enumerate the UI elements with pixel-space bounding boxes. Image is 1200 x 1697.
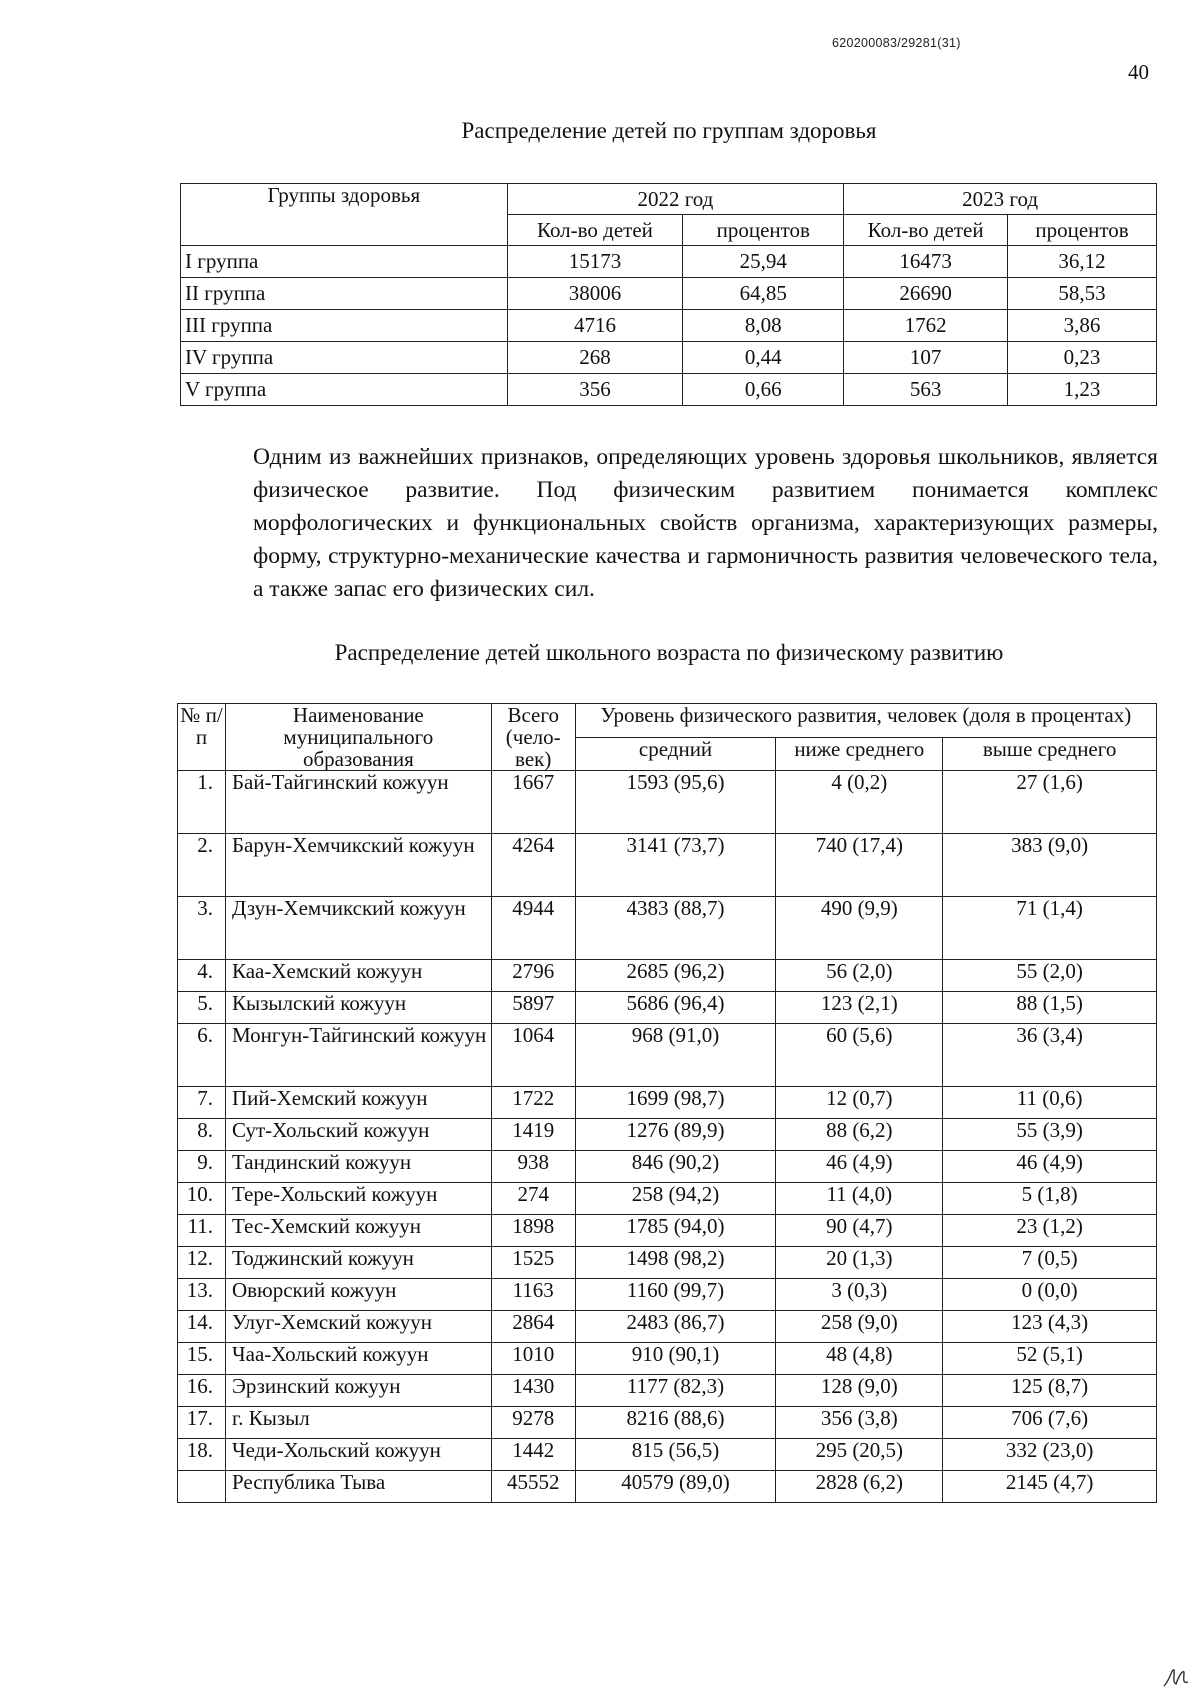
phys-table-title: Распределение детей школьного возраста по физическому развитию [334,640,1004,665]
total-cell: 274 [491,1183,575,1215]
row-number-cell: 6. [178,1024,226,1087]
percent-2022-cell: 8,08 [683,310,844,342]
row-number-cell: 14. [178,1311,226,1343]
average-cell: 258 (94,2) [575,1183,776,1215]
above-average-cell: 125 (8,7) [943,1375,1157,1407]
average-cell: 2685 (96,2) [575,960,776,992]
row-number-cell: 10. [178,1183,226,1215]
average-cell: 5686 (96,4) [575,992,776,1024]
above-average-cell: 5 (1,8) [943,1183,1157,1215]
count-2023-cell: 107 [844,342,1008,374]
average-cell: 846 (90,2) [575,1151,776,1183]
above-average-cell: 706 (7,6) [943,1407,1157,1439]
below-average-cell: 2828 (6,2) [776,1471,943,1503]
table-row [178,992,1157,1024]
physical-development-table [177,703,1157,1503]
above-average-cell: 0 (0,0) [943,1279,1157,1311]
total-cell: 1163 [491,1279,575,1311]
row-number-cell [178,1471,226,1503]
above-average-cell: 23 (1,2) [943,1215,1157,1247]
below-average-cell: 356 (3,8) [776,1407,943,1439]
header-percent-2022: процентов [683,215,844,246]
municipality-cell: Овюрский кожуун [225,1279,491,1311]
table-row [178,1375,1157,1407]
municipality-cell: Кызылский кожуун [225,992,491,1024]
municipality-cell: Тес-Хемский кожуун [225,1215,491,1247]
above-average-cell: 55 (2,0) [943,960,1157,992]
table-row [178,1024,1157,1087]
above-average-cell: 71 (1,4) [943,897,1157,960]
average-cell: 1276 (89,9) [575,1119,776,1151]
table-row [178,1471,1157,1503]
municipality-cell: Тере-Хольский кожуун [225,1183,491,1215]
table-row [178,771,1157,834]
table-row [178,1439,1157,1471]
header-municipality: Наименование муниципального образования [225,704,491,771]
row-number-cell: 2. [178,834,226,897]
average-cell: 1785 (94,0) [575,1215,776,1247]
total-cell: 1667 [491,771,575,834]
row-number-cell: 4. [178,960,226,992]
below-average-cell: 46 (4,9) [776,1151,943,1183]
average-cell: 3141 (73,7) [575,834,776,897]
header-health-groups: Группы здоровья [181,184,508,246]
below-average-cell: 60 (5,6) [776,1024,943,1087]
row-number-cell: 15. [178,1343,226,1375]
below-average-cell: 88 (6,2) [776,1119,943,1151]
municipality-cell: Пий-Хемский кожуун [225,1087,491,1119]
municipality-cell: Монгун-Тайгинский кожуун [225,1024,491,1087]
row-number-cell: 9. [178,1151,226,1183]
above-average-cell: 46 (4,9) [943,1151,1157,1183]
table-row [178,1343,1157,1375]
municipality-cell: Барун-Хемчикский кожуун [225,834,491,897]
municipality-cell: Эрзинский кожуун [225,1375,491,1407]
table-row [178,960,1157,992]
phys-table-body [178,771,1157,1503]
below-average-cell: 48 (4,8) [776,1343,943,1375]
table-row [178,1183,1157,1215]
average-cell: 1177 (82,3) [575,1375,776,1407]
above-average-cell: 36 (3,4) [943,1024,1157,1087]
total-cell: 1419 [491,1119,575,1151]
health-group-cell: III группа [181,310,508,342]
count-2022-cell: 38006 [507,278,683,310]
average-cell: 4383 (88,7) [575,897,776,960]
health-group-cell: II группа [181,278,508,310]
municipality-cell: Тандинский кожуун [225,1151,491,1183]
municipality-cell: Чаа-Хольский кожуун [225,1343,491,1375]
municipality-cell: Сут-Хольский кожуун [225,1119,491,1151]
below-average-cell: 56 (2,0) [776,960,943,992]
below-average-cell: 490 (9,9) [776,897,943,960]
document-id: 620200083/29281(31) [832,36,961,50]
table-row [178,1407,1157,1439]
row-number-cell: 16. [178,1375,226,1407]
total-cell: 9278 [491,1407,575,1439]
health-group-cell: IV группа [181,342,508,374]
table-row [178,834,1157,897]
count-2023-cell: 563 [844,374,1008,406]
municipality-cell: г. Кызыл [225,1407,491,1439]
health-row [181,278,1157,310]
average-cell: 40579 (89,0) [575,1471,776,1503]
percent-2022-cell: 0,66 [683,374,844,406]
below-average-cell: 128 (9,0) [776,1375,943,1407]
percent-2022-cell: 64,85 [683,278,844,310]
health-table-title: Распределение детей по группам здоровья [461,118,877,143]
health-row [181,310,1157,342]
municipality-cell: Бай-Тайгинский кожуун [225,771,491,834]
count-2022-cell: 268 [507,342,683,374]
total-cell: 5897 [491,992,575,1024]
above-average-cell: 7 (0,5) [943,1247,1157,1279]
municipality-cell: Чеди-Хольский кожуун [225,1439,491,1471]
municipality-cell: Улуг-Хемский кожуун [225,1311,491,1343]
above-average-cell: 2145 (4,7) [943,1471,1157,1503]
percent-2022-cell: 0,44 [683,342,844,374]
health-row [181,374,1157,406]
table-row [178,1215,1157,1247]
count-2022-cell: 4716 [507,310,683,342]
below-average-cell: 4 (0,2) [776,771,943,834]
row-number-cell: 5. [178,992,226,1024]
header-percent-2023: процентов [1008,215,1157,246]
average-cell: 1160 (99,7) [575,1279,776,1311]
municipality-cell: Республика Тыва [225,1471,491,1503]
below-average-cell: 295 (20,5) [776,1439,943,1471]
below-average-cell: 90 (4,7) [776,1215,943,1247]
total-cell: 2796 [491,960,575,992]
percent-2023-cell: 0,23 [1008,342,1157,374]
total-cell: 1010 [491,1343,575,1375]
health-group-cell: V группа [181,374,508,406]
count-2022-cell: 356 [507,374,683,406]
below-average-cell: 3 (0,3) [776,1279,943,1311]
above-average-cell: 11 (0,6) [943,1087,1157,1119]
table-row [178,1087,1157,1119]
below-average-cell: 20 (1,3) [776,1247,943,1279]
header-average: средний [575,737,776,771]
table-row [178,1247,1157,1279]
total-cell: 1525 [491,1247,575,1279]
average-cell: 1699 (98,7) [575,1087,776,1119]
average-cell: 2483 (86,7) [575,1311,776,1343]
header-count-2022: Кол-во детей [507,215,683,246]
health-row [181,246,1157,278]
above-average-cell: 88 (1,5) [943,992,1157,1024]
row-number-cell: 7. [178,1087,226,1119]
table-row [178,1311,1157,1343]
above-average-cell: 383 (9,0) [943,834,1157,897]
percent-2022-cell: 25,94 [683,246,844,278]
header-year-2022: 2022 год [507,184,844,215]
row-number-cell: 11. [178,1215,226,1247]
table-row [178,1119,1157,1151]
above-average-cell: 332 (23,0) [943,1439,1157,1471]
average-cell: 815 (56,5) [575,1439,776,1471]
percent-2023-cell: 58,53 [1008,278,1157,310]
table-row [178,1279,1157,1311]
row-number-cell: 8. [178,1119,226,1151]
total-cell: 1430 [491,1375,575,1407]
row-number-cell: 17. [178,1407,226,1439]
average-cell: 1498 (98,2) [575,1247,776,1279]
below-average-cell: 11 (4,0) [776,1183,943,1215]
below-average-cell: 740 (17,4) [776,834,943,897]
above-average-cell: 123 (4,3) [943,1311,1157,1343]
below-average-cell: 12 (0,7) [776,1087,943,1119]
header-development-level: Уровень физического развития, человек (доля в процентах) [575,704,1156,738]
table-row [178,897,1157,960]
health-row [181,342,1157,374]
average-cell: 968 (91,0) [575,1024,776,1087]
header-above-average: выше среднего [943,737,1157,771]
above-average-cell: 52 (5,1) [943,1343,1157,1375]
percent-2023-cell: 36,12 [1008,246,1157,278]
page-number: 40 [1128,60,1149,84]
total-cell: 1898 [491,1215,575,1247]
row-number-cell: 1. [178,771,226,834]
header-row-number: № п/п [178,704,226,771]
health-groups-table [180,183,1157,406]
percent-2023-cell: 1,23 [1008,374,1157,406]
total-cell: 1442 [491,1439,575,1471]
row-number-cell: 12. [178,1247,226,1279]
handwritten-mark-icon [1160,1660,1192,1690]
total-cell: 4944 [491,897,575,960]
total-cell: 45552 [491,1471,575,1503]
body-paragraph: Одним из важнейших признаков, определяющих уровень здоровья школьников, является физическое развитие. Под физическим развитием понимается комплекс морфологических и функциональных свойств организма, характеризующих размеры, форму, структурно-механические качества и гармоничность развития человеческого тела, а также запас его физических сил. [253,444,1158,602]
health-table-body [181,246,1157,406]
total-cell: 2864 [491,1311,575,1343]
total-cell: 4264 [491,834,575,897]
average-cell: 8216 (88,6) [575,1407,776,1439]
above-average-cell: 55 (3,9) [943,1119,1157,1151]
average-cell: 1593 (95,6) [575,771,776,834]
municipality-cell: Каа-Хемский кожуун [225,960,491,992]
count-2023-cell: 26690 [844,278,1008,310]
header-total: Всего (чело-век) [491,704,575,771]
below-average-cell: 258 (9,0) [776,1311,943,1343]
municipality-cell: Дзун-Хемчикский кожуун [225,897,491,960]
header-year-2023: 2023 год [844,184,1157,215]
above-average-cell: 27 (1,6) [943,771,1157,834]
total-cell: 1064 [491,1024,575,1087]
total-cell: 938 [491,1151,575,1183]
average-cell: 910 (90,1) [575,1343,776,1375]
header-count-2023: Кол-во детей [844,215,1008,246]
table-row [178,1151,1157,1183]
row-number-cell: 18. [178,1439,226,1471]
count-2022-cell: 15173 [507,246,683,278]
below-average-cell: 123 (2,1) [776,992,943,1024]
count-2023-cell: 16473 [844,246,1008,278]
count-2023-cell: 1762 [844,310,1008,342]
percent-2023-cell: 3,86 [1008,310,1157,342]
row-number-cell: 3. [178,897,226,960]
row-number-cell: 13. [178,1279,226,1311]
header-below-average: ниже среднего [776,737,943,771]
health-group-cell: I группа [181,246,508,278]
municipality-cell: Тоджинский кожуун [225,1247,491,1279]
total-cell: 1722 [491,1087,575,1119]
